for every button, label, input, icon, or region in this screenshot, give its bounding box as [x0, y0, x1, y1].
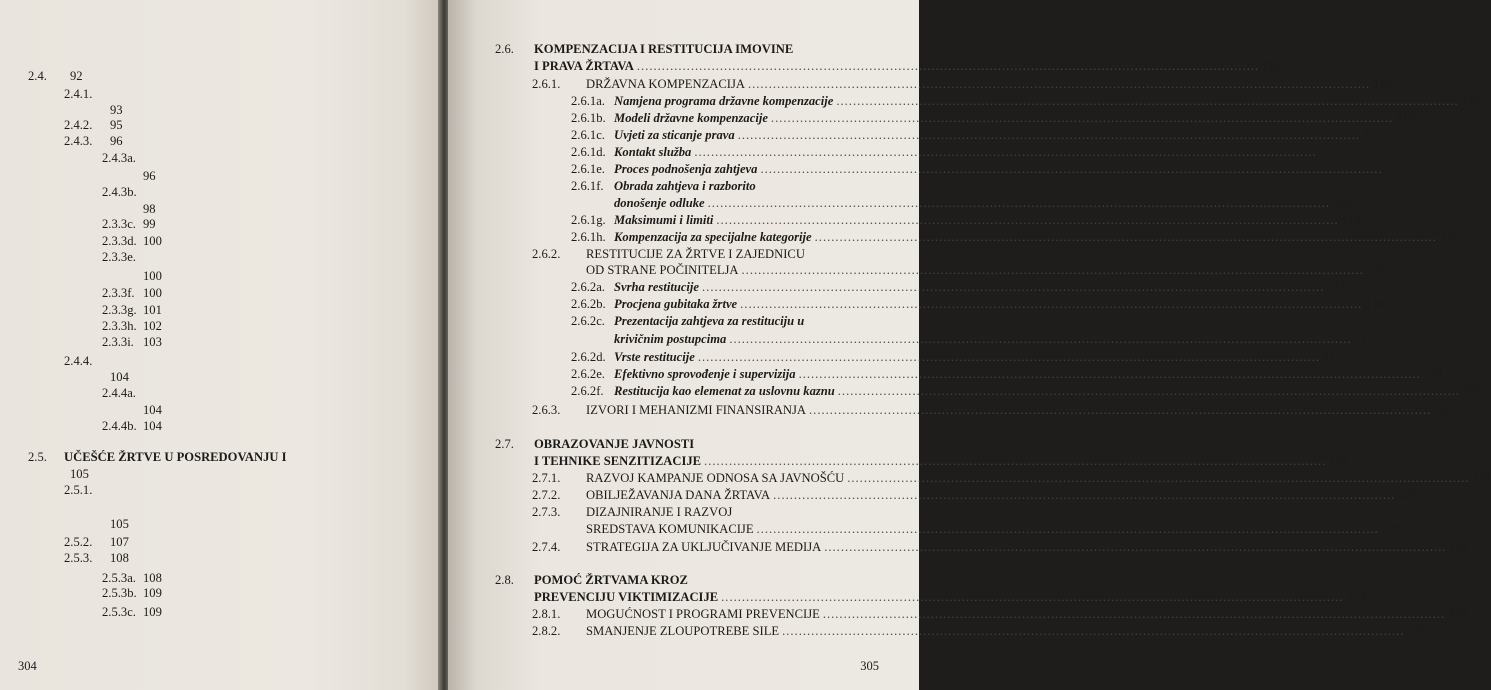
toc-entry-page: 121 — [1329, 454, 1349, 468]
toc-entry-title: Uvjeti za sticanje prava — [614, 128, 735, 142]
toc-leader-dots — [760, 161, 1382, 177]
toc-entry-number: 2.3.3h. — [102, 319, 137, 333]
toc-entry-page: 103 — [143, 335, 162, 349]
toc-entry-title: Kompenzacija za specijalne kategorije — [614, 230, 812, 244]
toc-entry — [532, 76, 1392, 92]
toc-leader-dots — [637, 58, 1259, 74]
toc-entry-number: 2.6.2. — [532, 247, 561, 261]
toc-entry-page: 115 — [1327, 280, 1346, 294]
toc-leader-dots — [847, 470, 1469, 486]
toc-entry — [571, 178, 892, 194]
toc-entry-title: DRŽAVNA KOMPENZACIJA — [586, 77, 745, 91]
toc-entry-page: 122 — [1449, 540, 1469, 554]
toc-entry-page: 120 — [1434, 403, 1454, 417]
toc-entry-number: 2.6.1g. — [571, 213, 606, 227]
toc-entry-page: 104 — [110, 370, 129, 384]
toc-entry-page: 114 — [1341, 213, 1361, 227]
toc-entry — [64, 353, 93, 369]
toc-entry-page: 99 — [143, 217, 156, 231]
toc-entry — [532, 246, 892, 262]
toc-entry-page: 100 — [143, 286, 162, 300]
toc-entry-page: 119 — [1463, 384, 1482, 398]
toc-entry-number: 2.6.2a. — [571, 280, 605, 294]
toc-entry — [64, 499, 80, 515]
left-page-number: 304 — [18, 659, 37, 673]
toc-entry — [532, 606, 1467, 622]
toc-leader-dots — [694, 144, 1316, 160]
toc-entry-page: 96 — [143, 169, 156, 183]
toc-entry-page: 109 — [143, 605, 162, 619]
toc-entry — [571, 366, 1443, 382]
toc-entry-title: Modeli državne kompenzacije — [614, 111, 768, 125]
toc-entry — [532, 504, 892, 520]
toc-entry — [64, 516, 129, 532]
toc-entry-number: 2.5.3c. — [102, 605, 136, 619]
toc-entry-number: 2.4.3b. — [102, 185, 137, 199]
toc-entry-title: donošenje odluke — [614, 196, 705, 210]
toc-leader-dots — [782, 623, 1404, 639]
toc-entry — [28, 449, 287, 465]
toc-entry-number: 2.7.3. — [532, 505, 561, 519]
toc-entry-number: 2.3.3e. — [102, 250, 136, 264]
toc-entry — [532, 623, 1427, 639]
toc-entry — [532, 402, 1454, 418]
toc-entry — [571, 195, 1352, 211]
toc-entry — [571, 93, 1481, 109]
toc-entry-title: Proces podnošenja zahtjeva — [614, 162, 758, 176]
toc-leader-dots — [757, 521, 1379, 537]
toc-entry-number: 2.4. — [28, 69, 47, 83]
toc-entry — [571, 127, 1382, 143]
toc-entry — [571, 313, 892, 329]
toc-entry-page: 92 — [70, 69, 83, 83]
toc-leader-dots — [748, 76, 1370, 92]
toc-entry — [532, 262, 1386, 278]
toc-leader-dots — [809, 402, 1431, 418]
toc-entry-number: 2.8.1. — [532, 607, 561, 621]
toc-entry-page: 100 — [143, 269, 162, 283]
toc-entry-number: 2.4.4a. — [102, 386, 136, 400]
toc-entry-number: 2.7.2. — [532, 488, 561, 502]
toc-entry-number: 2.6.2d. — [571, 350, 606, 364]
toc-entry-number: 2.6.1h. — [571, 230, 606, 244]
toc-entry-page: 107 — [110, 535, 129, 549]
toc-entry-page: 108 — [110, 551, 129, 565]
toc-leader-dots — [773, 487, 1395, 503]
toc-entry-number: 2.6.1d. — [571, 145, 606, 159]
toc-leader-dots — [702, 279, 1324, 295]
toc-entry-title: RAZVOJ KAMPANJE ODNOSA SA JAVNOŠĆU — [586, 471, 845, 485]
toc-entry-page: 98 — [143, 202, 156, 216]
toc-entry-page: 112 — [1362, 128, 1382, 142]
toc-entry-number: 2.6.1a. — [571, 94, 605, 108]
toc-entry-number: 2.5.3. — [64, 551, 93, 565]
toc-entry-page: 96 — [110, 134, 123, 148]
left-toc — [0, 0, 440, 690]
toc-entry-title: UČEŠĆE ŽRTVE U POSREDOVANJU I — [64, 450, 287, 464]
toc-entry-number: 2.6.1b. — [571, 111, 606, 125]
toc-entry — [571, 331, 1374, 347]
toc-entry-page: 110 — [1461, 94, 1481, 108]
toc-entry-title: SMANJENJE ZLOUPOTREBE SILE — [586, 624, 780, 638]
toc-entry-title: PREVENCIJU VIKTIMIZACIJE — [534, 590, 719, 604]
toc-entry — [64, 550, 129, 566]
toc-entry-page: 95 — [110, 118, 123, 132]
toc-entry-number: 2.5.1. — [64, 483, 93, 497]
toc-leader-dots — [698, 349, 1320, 365]
toc-entry-number: 2.8. — [495, 573, 514, 587]
toc-entry-page: 102 — [143, 319, 162, 333]
toc-entry — [64, 369, 129, 385]
toc-entry — [571, 296, 1384, 312]
toc-leader-dots — [799, 366, 1421, 382]
toc-entry-title: krivičnim postupcima — [614, 332, 727, 346]
toc-leader-dots — [823, 606, 1445, 622]
toc-entry-page: 117 — [1323, 350, 1342, 364]
toc-entry-page: 110 — [1396, 111, 1415, 125]
toc-entry-title: MOGUĆNOST I PROGRAMI PREVENCIJE — [586, 607, 820, 621]
toc-entry-page: 108 — [143, 571, 162, 585]
toc-entry-page: 110 — [1373, 77, 1392, 91]
toc-entry-number: 2.4.4. — [64, 354, 93, 368]
toc-entry-title: Obrada zahtjeva i razborito — [614, 179, 756, 193]
toc-entry-page: 105 — [110, 517, 129, 531]
toc-entry-page: 104 — [143, 403, 162, 417]
toc-entry-title: Restitucija kao elemenat za uslovnu kaznu — [614, 384, 835, 398]
toc-entry-number: 2.4.2. — [64, 118, 93, 132]
toc-leader-dots — [815, 229, 1437, 245]
toc-entry — [571, 279, 1346, 295]
toc-entry-number: 2.6.2b. — [571, 297, 606, 311]
toc-leader-dots — [836, 93, 1458, 109]
toc-entry-number: 2.3.3d. — [102, 234, 137, 248]
toc-entry-number: 2.5.3b. — [102, 586, 137, 600]
toc-entry — [64, 102, 123, 118]
toc-entry-page: 116 — [1365, 297, 1384, 311]
toc-entry-title: POMOĆ ŽRTVAMA KROZ — [534, 573, 688, 587]
right-page — [448, 0, 1491, 690]
toc-entry-number: 2.4.4b. — [102, 419, 137, 433]
toc-leader-dots — [704, 453, 1326, 469]
toc-entry-number: 2.6.2f. — [571, 384, 604, 398]
toc-leader-dots — [740, 296, 1362, 312]
toc-entry-title: I TEHNIKE SENZITIZACIJE — [534, 454, 702, 468]
toc-entry-page: 121 — [1472, 471, 1491, 485]
toc-entry — [64, 133, 123, 149]
toc-entry-number: 2.3.3f. — [102, 286, 135, 300]
toc-entry — [64, 534, 129, 550]
toc-entry — [571, 110, 1415, 126]
toc-entry-number: 2.3.3c. — [102, 217, 136, 231]
toc-entry-title: STRATEGIJA ZA UKLJUČIVANJE MEDIJA — [586, 540, 822, 554]
toc-entry-page: 101 — [143, 303, 162, 317]
toc-entry-number: 2.7.1. — [532, 471, 561, 485]
toc-entry-title: Kontakt služba — [614, 145, 692, 159]
toc-entry — [495, 436, 892, 452]
toc-entry-title: OBILJEŽAVANJA DANA ŽRTAVA — [586, 488, 771, 502]
toc-entry-page: 123 — [1346, 590, 1366, 604]
toc-entry-number: 2.8.2. — [532, 624, 561, 638]
toc-entry-page: 123 — [1448, 607, 1467, 621]
toc-entry-number: 2.6. — [495, 42, 514, 56]
toc-entry-title: DIZAJNIRANJE I RAZVOJ — [586, 505, 733, 519]
toc-entry-title: Vrste restitucije — [614, 350, 695, 364]
toc-entry-number: 2.7. — [495, 437, 514, 451]
toc-entry-number: 2.3.3i. — [102, 335, 134, 349]
toc-entry-number: 2.4.3a. — [102, 151, 136, 165]
toc-entry-page: 113 — [1332, 196, 1352, 210]
toc-entry-title: OD STRANE POČINITELJA — [586, 263, 739, 277]
toc-entry-number: 2.6.1e. — [571, 162, 605, 176]
toc-entry-number: 2.4.1. — [64, 87, 93, 101]
toc-entry-page: 105 — [70, 467, 89, 481]
right-toc — [448, 0, 1491, 690]
toc-entry-title: Maksimumi i limiti — [614, 213, 714, 227]
toc-entry-number: 2.6.3. — [532, 403, 561, 417]
toc-entry-title: Prezentacija zahtjeva za restituciju u — [614, 314, 805, 328]
toc-entry-page: 112 — [1319, 145, 1339, 159]
toc-entry — [571, 144, 1339, 160]
toc-entry-title: KOMPENZACIJA I RESTITUCIJA IMOVINE — [534, 42, 794, 56]
toc-entry — [28, 466, 89, 482]
toc-entry-number: 2.5.2. — [64, 535, 93, 549]
toc-entry — [532, 521, 1401, 537]
toc-entry-number: 2.6.1. — [532, 77, 561, 91]
toc-entry — [571, 229, 1459, 245]
toc-entry — [571, 349, 1342, 365]
toc-entry-title: Efektivno sprovođenje i supervizija — [614, 367, 796, 381]
toc-entry-title: SREDSTAVA KOMUNIKACIJE — [586, 522, 754, 536]
toc-entry — [571, 161, 1405, 177]
toc-entry-page: 121 — [1398, 488, 1418, 502]
toc-entry-title: OBRAZOVANJE JAVNOSTI — [534, 437, 695, 451]
toc-entry — [64, 117, 123, 133]
toc-entry — [532, 470, 1491, 486]
toc-leader-dots — [771, 110, 1393, 126]
toc-entry-page: 112 — [1385, 162, 1405, 176]
right-page-number: 305 — [860, 659, 879, 673]
toc-entry-page: 115 — [1439, 230, 1459, 244]
toc-entry — [532, 487, 1418, 503]
toc-leader-dots — [716, 212, 1338, 228]
toc-entry — [571, 383, 1482, 399]
toc-entry-title: IZVORI I MEHANIZMI FINANSIRANJA — [586, 403, 807, 417]
toc-leader-dots — [721, 589, 1343, 605]
toc-entry-title: Namjena programa državne kompenzacije — [614, 94, 834, 108]
toc-entry-number: 2.6.2c. — [571, 314, 605, 328]
toc-entry-number: 2.5.3a. — [102, 571, 136, 585]
toc-entry — [495, 453, 1349, 469]
toc-entry-number: 2.6.1f. — [571, 179, 604, 193]
toc-entry — [495, 41, 892, 57]
toc-entry — [495, 58, 1281, 74]
toc-leader-dots — [742, 262, 1364, 278]
toc-entry — [571, 212, 1361, 228]
toc-entry-number: 2.6.1c. — [571, 128, 605, 142]
toc-entry-number: 2.5. — [28, 450, 47, 464]
toc-entry-page: 109 — [143, 586, 162, 600]
toc-entry — [28, 68, 83, 84]
toc-entry — [532, 539, 1469, 555]
toc-entry — [495, 572, 892, 588]
toc-leader-dots — [729, 331, 1351, 347]
toc-entry — [495, 589, 1366, 605]
toc-entry-page: 125 — [1407, 624, 1427, 638]
toc-entry-page: 117 — [1354, 332, 1374, 346]
toc-leader-dots — [738, 127, 1360, 143]
toc-leader-dots — [824, 539, 1446, 555]
left-page — [0, 0, 440, 690]
toc-entry-number: 2.7.4. — [532, 540, 561, 554]
toc-entry-page: 115 — [1366, 263, 1386, 277]
toc-entry-number: 2.4.3. — [64, 134, 93, 148]
toc-entry — [64, 86, 93, 102]
toc-entry-page: 100 — [143, 234, 162, 248]
toc-entry-title: I PRAVA ŽRTAVA — [534, 59, 634, 73]
toc-entry-number: 2.3.3g. — [102, 303, 137, 317]
toc-entry-page: 93 — [110, 103, 123, 117]
toc-entry — [64, 482, 93, 498]
toc-entry-page: 110 — [1262, 59, 1281, 73]
toc-leader-dots — [708, 195, 1330, 211]
toc-entry-page: 118 — [1423, 367, 1443, 381]
toc-leader-dots — [838, 383, 1460, 399]
toc-entry-title: RESTITUCIJE ZA ŽRTVE I ZAJEDNICU — [586, 247, 805, 261]
toc-entry-number: 2.6.2e. — [571, 367, 605, 381]
toc-entry-page: 122 — [1381, 522, 1401, 536]
toc-entry-title: Procjena gubitaka žrtve — [614, 297, 738, 311]
toc-entry-page: 104 — [143, 419, 162, 433]
toc-entry-title: Svrha restitucije — [614, 280, 700, 294]
